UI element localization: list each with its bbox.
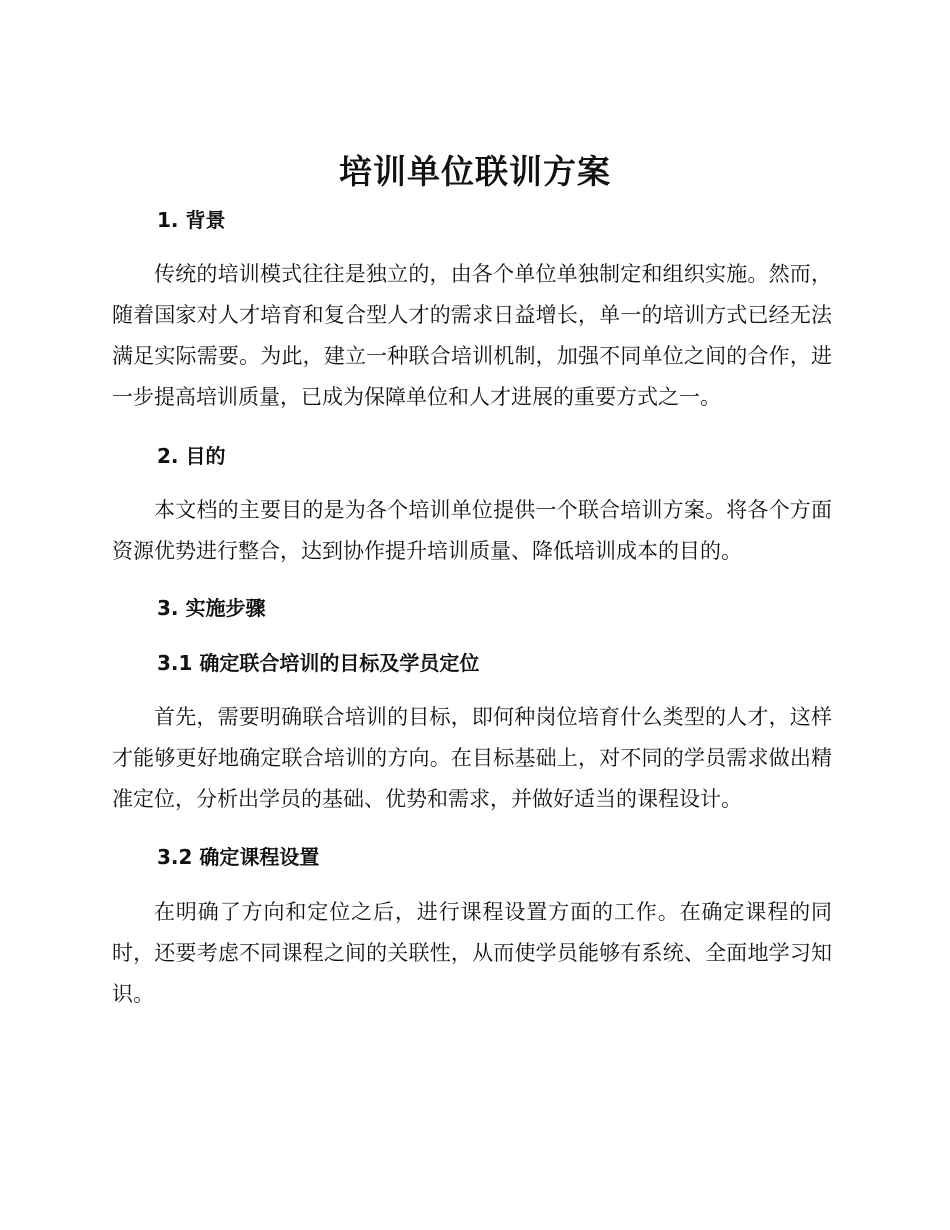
subsection-heading-curriculum: 3.2 确定课程设置: [157, 845, 320, 869]
subsection-paragraph-curriculum: 在明确了方向和定位之后，进行课程设置方面的工作。在确定课程的同时，还要考虑不同课程之间的关联性，从而使学员能够有系统、全面地学习知识。: [112, 900, 832, 1006]
subsection-paragraph-goals: 首先，需要明确联合培训的目标，即何种岗位培育什么类型的人才，这样才能够更好地确定联合培训的方向。在目标基础上，对不同的学员需求做出精准定位，分析出学员的基础、优势和需求，并做好适当的课程设计。: [112, 705, 832, 811]
document-title: 培训单位联训方案: [339, 152, 611, 191]
subsection-heading-goals: 3.1 确定联合培训的目标及学员定位: [157, 651, 480, 675]
section-heading-purpose: 2. 目的: [157, 444, 226, 468]
section-paragraph-purpose: 本文档的主要目的是为各个培训单位提供一个联合培训方案。将各个方面资源优势进行整合，达到协作提升培训质量、降低培训成本的目的。: [112, 498, 832, 563]
section-heading-background: 1. 背景: [157, 208, 226, 232]
section-paragraph-background: 传统的培训模式往往是独立的，由各个单位单独制定和组织实施。然而，随着国家对人才培育和复合型人才的需求日益增长，单一的培训方式已经无法满足实际需要。为此，建立一种联合培训机制，加强不同单位之间的合作，进一步提高培训质量，已成为保障单位和人才进展的重要方式之一。: [112, 262, 832, 409]
section-heading-implementation: 3. 实施步骤: [157, 596, 266, 620]
